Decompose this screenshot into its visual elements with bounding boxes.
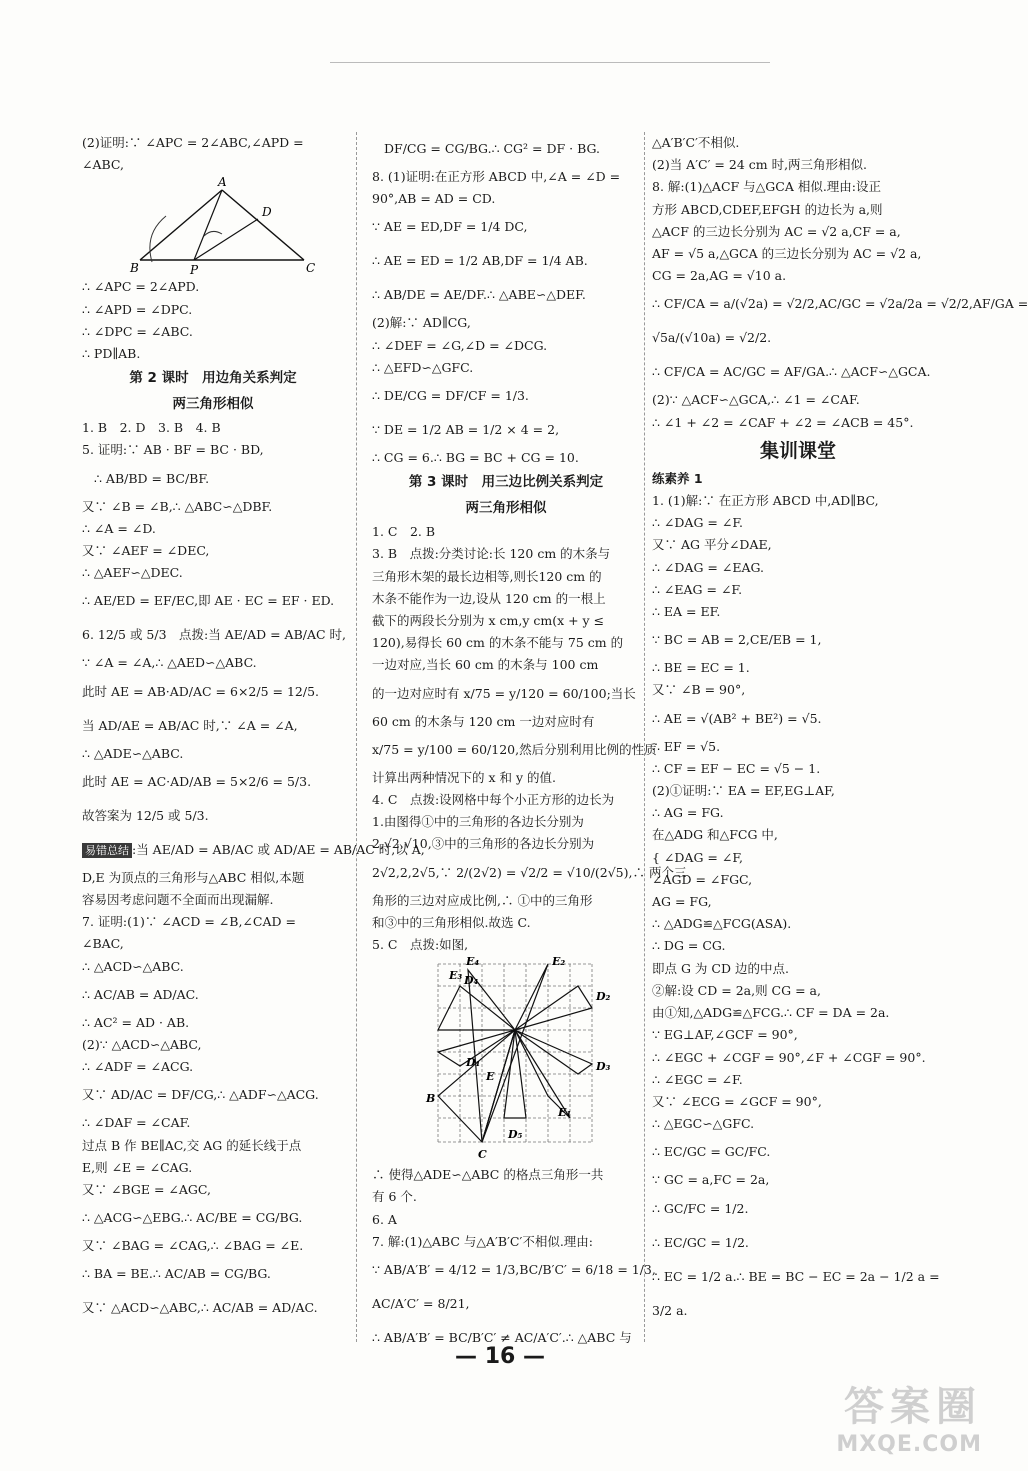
line: AF = √5 a,△GCA 的三边长分别为 AC = √2 a,: [652, 246, 922, 262]
grid-figure: [372, 956, 640, 1164]
line: 60 cm 的木条与 120 cm 一边对应时有: [372, 713, 595, 729]
line: ∴ CF = EF − EC = √5 − 1.: [652, 760, 821, 776]
line: 5. 证明:∵ AB · BF = BC · BD,: [82, 442, 264, 458]
line: ∴ △AEF∽△DEC.: [82, 565, 183, 581]
line: 方形 ABCD,CDEF,EFGH 的边长为 a,则: [652, 201, 883, 217]
line: ∴ EC/GC = GC/FC.: [652, 1144, 771, 1160]
line: 三角形木架的最长边相等,则长120 cm 的: [372, 568, 602, 584]
line: ∴ GC/FC = 1/2.: [652, 1200, 749, 1216]
line: 又∵ ∠ECG = ∠GCF = 90°,: [652, 1093, 822, 1109]
line: ∴ EF = √5.: [652, 738, 721, 754]
grid-label: E₄: [466, 955, 480, 969]
line: ∴ EC/GC = 1/2.: [652, 1234, 749, 1250]
line: ∴ ∠DAG = ∠F.: [652, 515, 744, 531]
line: 计算出两种情况下的 x 和 y 的值.: [372, 769, 556, 785]
line: 3. B 点拨:分类讨论:长 120 cm 的木条与: [372, 546, 611, 562]
line: 有 6 个.: [372, 1189, 417, 1205]
line: ∠AGD = ∠FGC,: [652, 871, 753, 887]
line: ∴ ∠EGC = ∠F.: [652, 1071, 743, 1087]
label-b: B: [130, 261, 139, 276]
line: CG = 2a,AG = √10 a.: [652, 268, 787, 284]
line: ∴ ∠EGC + ∠CGF = 90°,∠F + ∠CGF = 90°.: [652, 1049, 926, 1065]
line: ∵ BC = AB = 2,CE/EB = 1,: [652, 632, 822, 648]
line: 90°,AB = AD = CD.: [372, 191, 496, 207]
section-heading: 两三角形相似: [465, 500, 547, 517]
line: 1. (1)解:∵ 在正方形 ABCD 中,AD∥BC,: [652, 493, 879, 509]
line: ∴ AE = √(AB² + BE²) = √5.: [652, 710, 822, 726]
line: 此时 AE = AB·AD/AC = 6×2/5 = 12/5.: [82, 683, 320, 699]
grid-label: D₃: [596, 1060, 611, 1074]
section-heading: 第 3 课时 用三边比例关系判定: [408, 474, 604, 491]
line: ∴ AG = FG.: [652, 805, 724, 821]
line: (2)当 A′C′ = 24 cm 时,两三角形相似.: [652, 157, 868, 173]
grid-label: D₅: [508, 1128, 523, 1142]
line: ∴ △EFD∽△GFC.: [372, 359, 474, 375]
line: (2)证明:∵ ∠APC = 2∠ABC,∠APD =: [82, 135, 304, 150]
line: ∴ △ACG∽△EBG.∴ AC/BE = CG/BG.: [82, 1210, 303, 1226]
line: 8. (1)证明:在正方形 ABCD 中,∠A = ∠D =: [372, 169, 621, 184]
line: ∴ △EGC∽△GFC.: [652, 1116, 755, 1132]
grid-label: E₃: [449, 969, 463, 983]
line: 又∵ ∠BAG = ∠CAG,∴ ∠BAG = ∠E.: [82, 1238, 304, 1254]
line: 又∵ ∠AEF = ∠DEC,: [82, 543, 210, 559]
line: ∵ AE = ED,DF = 1/4 DC,: [372, 219, 528, 235]
line: 又∵ ∠B = ∠B,∴ △ABC∽△DBF.: [82, 498, 273, 514]
line: 又∵ AD/AC = DF/CG,∴ △ADF∽△ACG.: [82, 1087, 319, 1103]
line: 又∵ ∠B = 90°,: [652, 682, 746, 698]
line: 又∵ AG 平分∠DAE,: [652, 537, 772, 553]
line: △A′B′C′不相似.: [652, 135, 740, 150]
line: 即点 G 为 CD 边的中点.: [652, 960, 789, 976]
watermark: [836, 1375, 982, 1457]
line: ∵ GC = a,FC = 2a,: [652, 1172, 770, 1188]
line: AG = FG,: [652, 894, 712, 910]
line: 2√2,2,2√5,∵ 2/(2√2) = √2/2 = √10/(2√5),∴ 两个三: [372, 864, 687, 880]
line: ∴ 使得△ADE∽△ABC 的格点三角形一共: [372, 1167, 604, 1183]
line: ∴ △ACD∽△ABC.: [82, 958, 184, 974]
line: ∴ AE = ED = 1/2 AB,DF = 1/4 AB.: [372, 253, 588, 269]
line: ∴ ∠1 + ∠2 = ∠CAF + ∠2 = ∠ACB = 45°.: [652, 414, 914, 430]
line: 角形的三边对应成比例,∴ ①中的三角形: [372, 892, 593, 908]
subsection-title: 练素养 1: [652, 470, 703, 486]
line: 6. 12/5 或 5/3 点拨:当 AE/AD = AB/AC 时,: [82, 627, 347, 643]
line: ∴ PD∥AB.: [82, 346, 141, 362]
line: 1. B 2. D 3. B 4. B: [82, 420, 221, 436]
line: (2)∵ △ACD∽△ABC,: [82, 1037, 202, 1053]
column-3: [652, 132, 1028, 1328]
label-d: D: [262, 205, 272, 220]
line: 2,√2,√10,③中的三角形的各边长分别为: [372, 836, 595, 852]
line: ∴ ∠APD = ∠DPC.: [82, 301, 193, 317]
line: ∵ DE = 1/2 AB = 1/2 × 4 = 2,: [372, 422, 560, 438]
line: 8. 解:(1)△ACF 与△GCA 相似.理由:设正: [652, 179, 882, 195]
line: 7. 解:(1)△ABC 与△A′B′C′不相似.理由:: [372, 1233, 594, 1249]
line: √5a/(√10a) = √2/2.: [652, 330, 772, 346]
line: 当 AD/AE = AB/AC 时,∵ ∠A = ∠A,: [82, 717, 298, 733]
grid-label: D₁: [466, 1056, 481, 1070]
line: 过点 B 作 BE∥AC,交 AG 的延长线于点: [82, 1137, 302, 1153]
line: [82, 833, 425, 867]
line: ∴ CG = 6.∴ BG = BC + CG = 10.: [372, 450, 579, 466]
line: 5. C 点拨:如图,: [372, 937, 469, 953]
line: ∴ EC = 1/2 a.∴ BE = BC − EC = 2a − 1/2 a =: [652, 1268, 940, 1284]
line: ∴ ∠APC = 2∠APD.: [82, 279, 200, 295]
line: ∴ EA = EF.: [652, 604, 721, 620]
line: ∴ ∠ADF = ∠ACG.: [82, 1059, 194, 1075]
line: 在△ADG 和△FCG 中,: [652, 827, 778, 843]
line: 7. 证明:(1)∵ ∠ACD = ∠B,∠CAD =: [82, 914, 296, 930]
line: 容易因考虑问题不全面而出现漏解.: [82, 892, 274, 908]
line: ∴ CF/CA = a/(√2a) = √2/2,AC/GC = √2a/2a = √2/2,AF/GA =: [652, 296, 1028, 312]
label-a: A: [218, 175, 227, 190]
grid-label: C: [478, 1148, 487, 1162]
line: ∵ EG⊥AF,∠GCF = 90°,: [652, 1027, 798, 1043]
line: ∴ ∠DPC = ∠ABC.: [82, 323, 193, 339]
line: ∴ AB/A′B′ = BC/B′C′ ≠ AC/A′C′.∴ △ABC 与: [372, 1330, 632, 1346]
line: E,则 ∠E = ∠CAG.: [82, 1159, 193, 1175]
triangle-figure: [82, 176, 344, 276]
line: 和③中的三角形相似.故选 C.: [372, 914, 531, 930]
line: 又∵ ∠BGE = ∠AGC,: [82, 1182, 211, 1198]
watermark-url: MXQE.COM: [836, 1432, 982, 1457]
line: ∴ ∠EAG = ∠F.: [652, 581, 743, 597]
line: ∠BAC,: [82, 936, 124, 952]
line: ∴ AB/DE = AE/DF.∴ △ABE∽△DEF.: [372, 287, 586, 303]
line: 1.由图得①中的三角形的各边长分别为: [372, 814, 584, 830]
section-heading: 第 2 课时 用边角关系判定: [129, 370, 297, 387]
page-number: — 16 —: [455, 1344, 545, 1369]
label-p: P: [190, 263, 199, 278]
grid-label: D₄: [464, 974, 479, 988]
line: { ∠DAG = ∠F,: [652, 849, 744, 865]
line: 4. C 点拨:设网格中每个小正方形的边长为: [372, 792, 615, 808]
line: 截下的两段长分别为 x cm,y cm(x + y ≤: [372, 613, 605, 629]
line: 1. C 2. B: [372, 524, 436, 540]
grid-label: D₂: [596, 990, 611, 1004]
column-divider-1: [356, 132, 358, 1342]
line: 又∵ △ACD∽△ABC,∴ AC/AB = AD/AC.: [82, 1300, 318, 1316]
column-divider-2: [644, 132, 646, 1342]
line: 一边对应,当长 60 cm 的木条与 100 cm: [372, 657, 599, 673]
line: DF/CG = CG/BG.∴ CG² = DF · BG.: [384, 141, 601, 156]
line: ∴ ∠DEF = ∠G,∠D = ∠DCG.: [372, 337, 548, 353]
line: (2)①证明:∵ EA = EF,EG⊥AF,: [652, 783, 835, 799]
line: 3/2 a.: [652, 1302, 688, 1318]
section-title: 集训课堂: [759, 439, 836, 462]
line: 120),易得长 60 cm 的木条不能与 75 cm 的: [372, 635, 624, 651]
error-summary-tag: 易错总结: [82, 843, 132, 858]
line: ∴ △ADE∽△ABC.: [82, 745, 184, 761]
grid-label: E: [486, 1070, 495, 1084]
line: (2)∵ △ACF∽△GCA,∴ ∠1 = ∠CAF.: [652, 392, 860, 408]
grid-label: E₂: [552, 955, 566, 969]
line: 故答案为 12/5 或 5/3.: [82, 807, 209, 823]
line: (2)解:∵ AD∥CG,: [372, 315, 471, 331]
line: ∴ ∠DAF = ∠CAF.: [82, 1115, 191, 1131]
line: △ACF 的三边长分别为 AC = √2 a,CF = a,: [652, 223, 901, 239]
line: ∴ AC² = AD · AB.: [82, 1014, 190, 1030]
line: ∵ ∠A = ∠A,∴ △AED∽△ABC.: [82, 655, 257, 671]
grid-label: E₁: [558, 1106, 572, 1120]
line: x/75 = y/100 = 60/120,然后分别利用比例的性质: [372, 741, 657, 757]
line: ∵ AB/A′B′ = 4/12 = 1/3,BC/B′C′ = 6/18 = 1/3,: [372, 1262, 656, 1278]
line: ∴ ∠DAG = ∠EAG.: [652, 559, 764, 575]
section-heading: 两三角形相似: [172, 396, 254, 413]
line: 由①知,△ADG≌△FCG.∴ CF = DA = 2a.: [652, 1005, 890, 1021]
line: 6. A: [372, 1211, 397, 1227]
line: 的一边对应时有 x/75 = y/120 = 60/100;当长: [372, 685, 636, 701]
line: AC/A′C′ = 8/21,: [372, 1296, 470, 1312]
top-rule: [330, 62, 770, 63]
line: ∴ CF/CA = AC/GC = AF/GA.∴ △ACF∽△GCA.: [652, 364, 931, 380]
line: ②解:设 CD = 2a,则 CG = a,: [652, 982, 821, 998]
line: ∴ AB/BD = BC/BF.: [94, 470, 210, 486]
line: ∴ AE/ED = EF/EC,即 AE · EC = EF · ED.: [82, 593, 335, 609]
line: 木条不能作为一边,设从 120 cm 的一根上: [372, 590, 606, 606]
line: 此时 AE = AC·AD/AB = 5×2/6 = 5/3.: [82, 773, 312, 789]
line: ∴ BA = BE.∴ AC/AB = CG/BG.: [82, 1266, 271, 1282]
line: ∠ABC,: [82, 157, 125, 173]
line: ∴ △ADG≌△FCG(ASA).: [652, 916, 792, 932]
line: ∴ ∠A = ∠D.: [82, 520, 156, 536]
line: D,E 为顶点的三角形与△ABC 相似,本题: [82, 869, 305, 885]
line: ∴ DG = CG.: [652, 938, 726, 954]
line: ∴ BE = EC = 1.: [652, 660, 750, 676]
line: ∴ AC/AB = AD/AC.: [82, 986, 199, 1002]
grid-label: B: [426, 1092, 436, 1106]
line: ∴ DE/CG = DF/CF = 1/3.: [372, 388, 529, 404]
label-c: C: [306, 261, 316, 276]
line: :当 AE/AD = AB/AC 或 AD/AE = AB/AC 时,以 A,: [132, 841, 425, 857]
watermark-logo-text: 答案圈: [844, 1384, 982, 1430]
